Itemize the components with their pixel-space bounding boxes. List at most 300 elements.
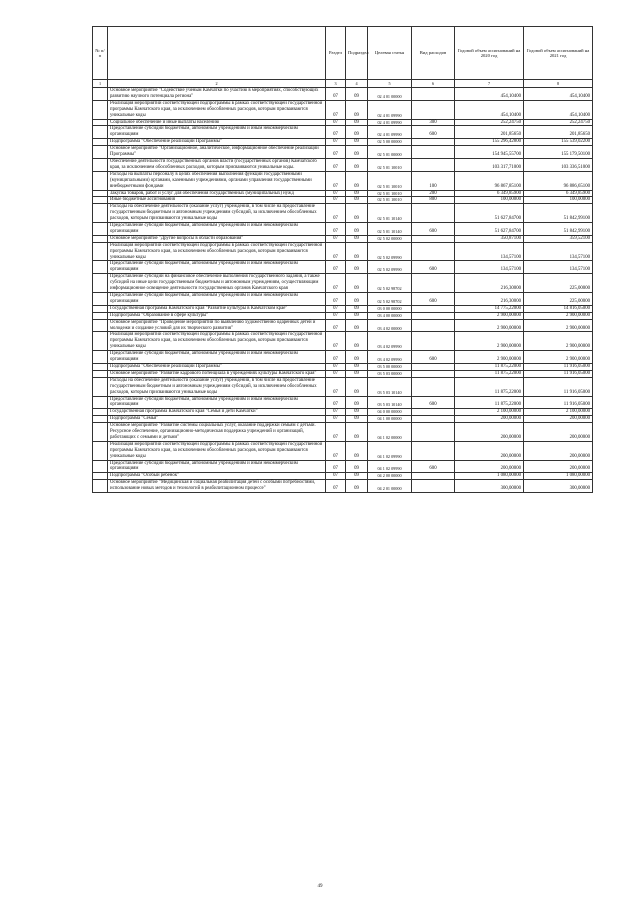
table-row — [93, 126, 593, 139]
budget-table-page — [92, 26, 592, 493]
row-tselevaya-cell: 04 1 02 00000 — [368, 423, 412, 442]
row-2021-cell: 200,00000 — [524, 423, 593, 442]
table-row — [93, 480, 593, 493]
row-tselevaya-cell: 04 1 02 09990 — [368, 460, 412, 473]
row-razdel-cell: 07 — [326, 332, 346, 351]
row-podrazdel-cell: 09 — [346, 473, 368, 480]
header-podrazdel: Подраздел — [346, 27, 368, 80]
row-num-cell — [93, 197, 108, 204]
row-razdel-cell: 07 — [326, 119, 346, 126]
table-row — [93, 100, 593, 119]
table-row — [93, 416, 593, 423]
row-razdel-cell: 07 — [326, 235, 346, 242]
header-num: № п/п — [93, 27, 108, 80]
row-razdel-cell: 07 — [326, 441, 346, 460]
row-name-cell: Основное мероприятие "Медицинская и социальная реабилитация детей с особыми потребностями, использование новых методов и технологий в реабилитационном процессе" — [108, 480, 326, 493]
row-tselevaya-cell: 02 5 01 10010 — [368, 171, 412, 190]
row-2020-cell: 200,00000 — [455, 460, 524, 473]
row-num-cell — [93, 480, 108, 493]
header-2021: Годовой объем ассигнований на 2021 год — [524, 27, 593, 80]
row-num-cell — [93, 441, 108, 460]
row-2021-cell: 96 886,65100 — [524, 171, 593, 190]
budget-table — [92, 26, 593, 493]
row-vid-cell: 600 — [412, 293, 455, 306]
row-2021-cell: 1 080,00000 — [524, 473, 593, 480]
row-tselevaya-cell: 04 1 00 00000 — [368, 416, 412, 423]
row-razdel-cell: 07 — [326, 423, 346, 442]
row-podrazdel-cell: 09 — [346, 370, 368, 377]
row-podrazdel-cell: 09 — [346, 261, 368, 274]
row-2020-cell: 454,10400 — [455, 100, 524, 119]
row-podrazdel-cell: 09 — [346, 351, 368, 364]
row-vid-cell — [412, 377, 455, 396]
row-2020-cell: 6 349,85900 — [455, 190, 524, 197]
row-podrazdel-cell: 09 — [346, 197, 368, 204]
table-row — [93, 171, 593, 190]
row-vid-cell — [412, 363, 455, 370]
row-razdel-cell: 07 — [326, 190, 346, 197]
row-podrazdel-cell: 09 — [346, 305, 368, 312]
row-tselevaya-cell: 03 4 00 00000 — [368, 312, 412, 319]
row-2021-cell: 134,57100 — [524, 242, 593, 261]
row-tselevaya-cell: 03 0 00 00000 — [368, 305, 412, 312]
row-vid-cell — [412, 332, 455, 351]
row-podrazdel-cell: 09 — [346, 480, 368, 493]
row-2020-cell: 134,57100 — [455, 242, 524, 261]
table-row — [93, 242, 593, 261]
row-2020-cell: 2 900,00000 — [455, 351, 524, 364]
row-2020-cell: 51 627,84700 — [455, 204, 524, 223]
row-num-cell — [93, 88, 108, 101]
row-podrazdel-cell: 09 — [346, 293, 368, 306]
row-2020-cell: 2 900,00000 — [455, 312, 524, 319]
row-2020-cell: 1 080,00000 — [455, 473, 524, 480]
row-vid-cell — [412, 139, 455, 146]
row-tselevaya-cell: 02 5 01 10010 — [368, 197, 412, 204]
row-2020-cell: 200,00000 — [455, 423, 524, 442]
row-tselevaya-cell: 04 2 01 00000 — [368, 480, 412, 493]
row-2020-cell: 11 875,22000 — [455, 396, 524, 409]
row-tselevaya-cell: 02 5 02 98702 — [368, 293, 412, 306]
row-vid-cell — [412, 480, 455, 493]
row-2020-cell: 216,30000 — [455, 293, 524, 306]
row-vid-cell — [412, 158, 455, 171]
row-razdel-cell: 07 — [326, 473, 346, 480]
row-num-cell — [93, 261, 108, 274]
row-name-cell: Реализация мероприятий соответствующей подпрограммы в рамках соответствующей государственной программы Камчатского края, за исключением обособленных расходов, которым присваиваются уникальные коды — [108, 100, 326, 119]
row-num-cell — [93, 274, 108, 293]
row-tselevaya-cell: 04 0 00 00000 — [368, 409, 412, 416]
col-number: 3 — [326, 80, 346, 88]
row-2020-cell: 134,57100 — [455, 261, 524, 274]
row-2021-cell: 11 916,05000 — [524, 363, 593, 370]
table-row — [93, 139, 593, 146]
row-razdel-cell: 07 — [326, 204, 346, 223]
row-vid-cell: 200 — [412, 190, 455, 197]
row-razdel-cell: 07 — [326, 319, 346, 332]
row-razdel-cell: 07 — [326, 242, 346, 261]
row-2021-cell: 51 842,99100 — [524, 223, 593, 236]
table-row — [93, 261, 593, 274]
row-vid-cell — [412, 146, 455, 159]
row-2020-cell: 252,24750 — [455, 119, 524, 126]
row-podrazdel-cell: 09 — [346, 441, 368, 460]
row-num-cell — [93, 416, 108, 423]
row-vid-cell — [412, 242, 455, 261]
row-num-cell — [93, 319, 108, 332]
row-tselevaya-cell: 03 4 02 09990 — [368, 332, 412, 351]
row-razdel-cell: 07 — [326, 377, 346, 396]
row-razdel-cell: 07 — [326, 261, 346, 274]
row-2021-cell: 201,85650 — [524, 126, 593, 139]
row-tselevaya-cell: 02 5 00 00000 — [368, 139, 412, 146]
row-2021-cell: 2 100,00000 — [524, 409, 593, 416]
row-num-cell — [93, 305, 108, 312]
row-2021-cell: 454,10400 — [524, 88, 593, 101]
row-2020-cell: 100,00000 — [455, 197, 524, 204]
row-razdel-cell: 07 — [326, 158, 346, 171]
row-name-cell: Подпрограмма "Обеспечение реализации Программы" — [108, 139, 326, 146]
row-name-cell: Основное мероприятие "Организационное, аналитическое, информационное обеспечение реализации Программы" — [108, 146, 326, 159]
row-razdel-cell: 07 — [326, 293, 346, 306]
row-name-cell: Расходы на обеспечение деятельности (оказание услуг) учреждений, в том числе на предоставление государственным бюджетным и автономным учреждениям субсидий, за исключением обособленных расходов, которым присваиваются уникальные коды — [108, 204, 326, 223]
row-num-cell — [93, 204, 108, 223]
row-2020-cell: 200,00000 — [455, 416, 524, 423]
row-podrazdel-cell: 09 — [346, 274, 368, 293]
row-podrazdel-cell: 09 — [346, 146, 368, 159]
row-podrazdel-cell: 09 — [346, 319, 368, 332]
row-2021-cell: 11 916,05000 — [524, 377, 593, 396]
row-name-cell: Основное мероприятие "Развитие системы социальных услуг, оказание поддержки семьям с детьми. Ресурсное обеспечение, организационно-методическая поддержка учреждений и организаций, работающих с семьями и детьми" — [108, 423, 326, 442]
row-name-cell: Закупка товаров, работ и услуг для обеспечения государственных (муниципальных) нужд — [108, 190, 326, 197]
row-tselevaya-cell: 02 5 02 98702 — [368, 274, 412, 293]
table-row — [93, 312, 593, 319]
row-num-cell — [93, 190, 108, 197]
page-number: 49 — [317, 884, 323, 889]
row-razdel-cell: 07 — [326, 88, 346, 101]
table-row — [93, 319, 593, 332]
row-2021-cell: 155 179,50100 — [524, 146, 593, 159]
table-row — [93, 363, 593, 370]
row-2020-cell: 2 900,00000 — [455, 319, 524, 332]
row-name-cell: Социальное обеспечение и иные выплаты населению — [108, 119, 326, 126]
row-podrazdel-cell: 09 — [346, 88, 368, 101]
row-2021-cell: 11 916,05000 — [524, 370, 593, 377]
row-2021-cell: 200,00000 — [524, 460, 593, 473]
row-name-cell: Предоставление субсидий бюджетным, автономным учреждениям и иным некоммерческим организациям — [108, 261, 326, 274]
row-podrazdel-cell: 09 — [346, 126, 368, 139]
col-number: 5 — [368, 80, 412, 88]
row-name-cell: Предоставление субсидий бюджетным, автономным учреждениям и иным некоммерческим организациям — [108, 351, 326, 364]
row-vid-cell: 600 — [412, 460, 455, 473]
row-name-cell: Государственная программа Камчатского края "Семья и дети Камчатки" — [108, 409, 326, 416]
row-2021-cell: 103 336,51000 — [524, 158, 593, 171]
row-num-cell — [93, 146, 108, 159]
row-vid-cell — [412, 441, 455, 460]
row-2021-cell: 14 816,05000 — [524, 305, 593, 312]
row-podrazdel-cell: 09 — [346, 460, 368, 473]
row-tselevaya-cell: 02 5 01 10140 — [368, 223, 412, 236]
row-num-cell — [93, 242, 108, 261]
table-row — [93, 204, 593, 223]
row-tselevaya-cell: 02 4 01 00000 — [368, 88, 412, 101]
row-razdel-cell: 07 — [326, 416, 346, 423]
row-podrazdel-cell: 09 — [346, 235, 368, 242]
table-row — [93, 146, 593, 159]
table-row — [93, 423, 593, 442]
row-vid-cell — [412, 319, 455, 332]
row-num-cell — [93, 423, 108, 442]
row-razdel-cell: 07 — [326, 409, 346, 416]
row-num-cell — [93, 139, 108, 146]
row-tselevaya-cell: 02 4 01 09990 — [368, 126, 412, 139]
row-tselevaya-cell: 03 5 03 10140 — [368, 377, 412, 396]
table-header-row — [93, 27, 593, 80]
row-tselevaya-cell: 02 5 01 10010 — [368, 190, 412, 197]
row-tselevaya-cell: 02 4 01 09990 — [368, 100, 412, 119]
row-2021-cell: 134,57100 — [524, 261, 593, 274]
col-number: 6 — [412, 80, 455, 88]
row-vid-cell: 600 — [412, 396, 455, 409]
row-num-cell — [93, 332, 108, 351]
table-row — [93, 370, 593, 377]
table-row — [93, 293, 593, 306]
row-name-cell: Иные бюджетные ассигнования — [108, 197, 326, 204]
table-row — [93, 396, 593, 409]
table-row — [93, 274, 593, 293]
row-podrazdel-cell: 09 — [346, 377, 368, 396]
row-razdel-cell: 07 — [326, 312, 346, 319]
row-name-cell: Расходы на обеспечение деятельности (оказание услуг) учреждений, в том числе на предоставление государственным бюджетным и автономным учреждениям субсидий, за исключением обособленных расходов, которым присваиваются уникальные коды — [108, 377, 326, 396]
row-2021-cell: 200,00000 — [524, 416, 593, 423]
row-2020-cell: 2 100,00000 — [455, 409, 524, 416]
row-num-cell — [93, 363, 108, 370]
row-2021-cell: 454,10400 — [524, 100, 593, 119]
row-num-cell — [93, 312, 108, 319]
row-podrazdel-cell: 09 — [346, 409, 368, 416]
col-number: 1 — [93, 80, 108, 88]
row-vid-cell — [412, 100, 455, 119]
row-vid-cell — [412, 473, 455, 480]
row-razdel-cell: 07 — [326, 480, 346, 493]
row-tselevaya-cell: 02 5 01 00000 — [368, 146, 412, 159]
row-name-cell: Предоставление субсидий бюджетным, автономным учреждениям и иным некоммерческим организациям — [108, 460, 326, 473]
row-name-cell: Государственная программа Камчатского края "Развитие культуры в Камчатском крае" — [108, 305, 326, 312]
row-name-cell: Предоставление субсидий бюджетным, автономным учреждениям и иным некоммерческим организациям — [108, 293, 326, 306]
row-podrazdel-cell: 09 — [346, 223, 368, 236]
row-2020-cell: 200,00000 — [455, 441, 524, 460]
row-name-cell: Основное мероприятие "Развитие кадрового потенциала в учреждениях культуры Камчатского края" — [108, 370, 326, 377]
row-2020-cell: 350,87100 — [455, 235, 524, 242]
row-razdel-cell: 07 — [326, 274, 346, 293]
table-row — [93, 158, 593, 171]
row-podrazdel-cell: 09 — [346, 190, 368, 197]
row-vid-cell — [412, 235, 455, 242]
column-number-row — [93, 80, 593, 88]
row-2021-cell: 252,24750 — [524, 119, 593, 126]
row-2021-cell: 225,00000 — [524, 274, 593, 293]
row-2021-cell: 2 900,00000 — [524, 319, 593, 332]
row-razdel-cell: 07 — [326, 223, 346, 236]
row-vid-cell — [412, 312, 455, 319]
row-num-cell — [93, 396, 108, 409]
row-razdel-cell: 07 — [326, 171, 346, 190]
row-2021-cell: 6 349,85900 — [524, 190, 593, 197]
row-vid-cell: 800 — [412, 197, 455, 204]
row-2020-cell: 11 875,22000 — [455, 370, 524, 377]
row-2020-cell: 103 317,71000 — [455, 158, 524, 171]
row-podrazdel-cell: 09 — [346, 396, 368, 409]
row-2020-cell: 154 945,55700 — [455, 146, 524, 159]
row-num-cell — [93, 293, 108, 306]
row-razdel-cell: 07 — [326, 370, 346, 377]
row-razdel-cell: 07 — [326, 305, 346, 312]
row-2021-cell: 155 539,02200 — [524, 139, 593, 146]
row-2021-cell: 51 842,99100 — [524, 204, 593, 223]
row-2021-cell: 300,00000 — [524, 480, 593, 493]
header-tselevaya: Целевая статья — [368, 27, 412, 80]
row-podrazdel-cell: 09 — [346, 332, 368, 351]
row-2020-cell: 11 875,22000 — [455, 363, 524, 370]
row-vid-cell — [412, 305, 455, 312]
col-number: 7 — [455, 80, 524, 88]
row-name-cell: Предоставление субсидий бюджетным, автономным учреждениям и иным некоммерческим организациям — [108, 223, 326, 236]
row-name-cell: Реализация мероприятий соответствующей подпрограммы в рамках соответствующей государственной программы Камчатского края, за исключением обособленных расходов, которым присваиваются уникальные коды — [108, 332, 326, 351]
col-number: 8 — [524, 80, 593, 88]
row-name-cell: Подпрограмма "Образование в сфере культуры" — [108, 312, 326, 319]
row-name-cell: Основное мероприятие "Проведение мероприятий по выявлению художественно одаренных детей и молодежи и создание условий для их творческого развития" — [108, 319, 326, 332]
row-name-cell: Предоставление субсидий на финансовое обеспечение выполнения государственного задания, а также субсидий на иные цели государственным бюджетным и автономным учреждениям, осуществляющим информационное освещение деятельности государственных органов Камчатского края — [108, 274, 326, 293]
col-number: 4 — [346, 80, 368, 88]
row-vid-cell — [412, 88, 455, 101]
row-razdel-cell: 07 — [326, 146, 346, 159]
table-row — [93, 332, 593, 351]
row-num-cell — [93, 460, 108, 473]
row-podrazdel-cell: 09 — [346, 312, 368, 319]
row-name-cell: Реализация мероприятий соответствующей подпрограммы в рамках соответствующей государственной программы Камчатского края, за исключением обособленных расходов, которым присваиваются уникальные коды — [108, 441, 326, 460]
row-vid-cell: 600 — [412, 223, 455, 236]
row-vid-cell: 100 — [412, 171, 455, 190]
row-vid-cell: 300 — [412, 119, 455, 126]
table-row — [93, 235, 593, 242]
row-2020-cell: 51 627,84700 — [455, 223, 524, 236]
row-podrazdel-cell: 09 — [346, 363, 368, 370]
row-2020-cell: 454,10400 — [455, 88, 524, 101]
table-row — [93, 351, 593, 364]
row-razdel-cell: 07 — [326, 126, 346, 139]
row-2021-cell: 200,00000 — [524, 441, 593, 460]
table-row — [93, 119, 593, 126]
row-num-cell — [93, 370, 108, 377]
row-name-cell: Подпрограмма "Семья" — [108, 416, 326, 423]
row-name-cell: Предоставление субсидий бюджетным, автономным учреждениям и иным некоммерческим организациям — [108, 126, 326, 139]
row-tselevaya-cell: 02 5 01 10140 — [368, 204, 412, 223]
row-podrazdel-cell: 09 — [346, 242, 368, 261]
row-2020-cell: 14 775,22000 — [455, 305, 524, 312]
row-vid-cell — [412, 274, 455, 293]
row-razdel-cell: 07 — [326, 139, 346, 146]
row-podrazdel-cell: 09 — [346, 204, 368, 223]
row-name-cell: Подпрограмма "Обеспечение реализации Программы" — [108, 363, 326, 370]
row-vid-cell — [412, 409, 455, 416]
row-num-cell — [93, 119, 108, 126]
row-tselevaya-cell: 03 4 02 09990 — [368, 351, 412, 364]
row-2020-cell: 11 875,22000 — [455, 377, 524, 396]
row-razdel-cell: 07 — [326, 460, 346, 473]
row-tselevaya-cell: 02 5 02 09990 — [368, 242, 412, 261]
row-2020-cell: 2 900,00000 — [455, 332, 524, 351]
row-name-cell: Обеспечение деятельности государственных органов власти (государственных органов) Камчатского края, за исключением обособленных расходов, которым присваиваются уникальные коды. — [108, 158, 326, 171]
row-podrazdel-cell: 09 — [346, 139, 368, 146]
row-2020-cell: 201,85650 — [455, 126, 524, 139]
col-number: 2 — [108, 80, 326, 88]
row-vid-cell — [412, 370, 455, 377]
row-num-cell — [93, 473, 108, 480]
row-razdel-cell: 07 — [326, 396, 346, 409]
header-razdel: Раздел — [326, 27, 346, 80]
row-razdel-cell: 07 — [326, 363, 346, 370]
row-2021-cell: 225,00000 — [524, 293, 593, 306]
row-name-cell: Подпрограмма "Особый ребенок" — [108, 473, 326, 480]
row-num-cell — [93, 158, 108, 171]
row-2021-cell: 2 900,00000 — [524, 332, 593, 351]
table-row — [93, 441, 593, 460]
row-tselevaya-cell: 02 5 01 10010 — [368, 158, 412, 171]
row-2021-cell: 11 916,05000 — [524, 396, 593, 409]
row-tselevaya-cell: 02 4 01 09990 — [368, 119, 412, 126]
row-podrazdel-cell: 09 — [346, 100, 368, 119]
row-podrazdel-cell: 09 — [346, 171, 368, 190]
row-2021-cell: 2 900,00000 — [524, 351, 593, 364]
row-tselevaya-cell: 03 5 03 00000 — [368, 370, 412, 377]
table-row — [93, 197, 593, 204]
row-tselevaya-cell: 03 5 03 10140 — [368, 396, 412, 409]
row-vid-cell: 600 — [412, 351, 455, 364]
row-num-cell — [93, 171, 108, 190]
header-vid: Вид расходов — [412, 27, 455, 80]
row-vid-cell — [412, 204, 455, 223]
row-2020-cell: 155 296,42800 — [455, 139, 524, 146]
table-row — [93, 190, 593, 197]
table-body — [93, 88, 593, 493]
table-row — [93, 473, 593, 480]
row-name-cell: Предоставление субсидий бюджетным, автономным учреждениям и иным некоммерческим организациям — [108, 396, 326, 409]
table-row — [93, 409, 593, 416]
row-2021-cell: 100,00000 — [524, 197, 593, 204]
row-tselevaya-cell: 04 1 02 09990 — [368, 441, 412, 460]
row-name-cell: Основное мероприятие "Содействие ученым Камчатки по участию в мероприятиях, способствующих развитию научного потенциала региона" — [108, 88, 326, 101]
row-razdel-cell: 07 — [326, 197, 346, 204]
row-2020-cell: 216,30000 — [455, 274, 524, 293]
row-tselevaya-cell: 03 5 00 00000 — [368, 363, 412, 370]
row-2020-cell: 300,00000 — [455, 480, 524, 493]
row-num-cell — [93, 409, 108, 416]
row-vid-cell: 600 — [412, 126, 455, 139]
row-name-cell: Основное мероприятие "Другие вопросы в области образования" — [108, 235, 326, 242]
row-tselevaya-cell: 04 2 00 00000 — [368, 473, 412, 480]
row-podrazdel-cell: 09 — [346, 423, 368, 442]
row-num-cell — [93, 223, 108, 236]
row-podrazdel-cell: 09 — [346, 416, 368, 423]
row-2020-cell: 96 867,85100 — [455, 171, 524, 190]
row-razdel-cell: 07 — [326, 351, 346, 364]
header-name — [108, 27, 326, 80]
row-num-cell — [93, 100, 108, 119]
row-razdel-cell: 07 — [326, 100, 346, 119]
row-tselevaya-cell: 03 4 02 00000 — [368, 319, 412, 332]
table-row — [93, 88, 593, 101]
row-vid-cell — [412, 423, 455, 442]
